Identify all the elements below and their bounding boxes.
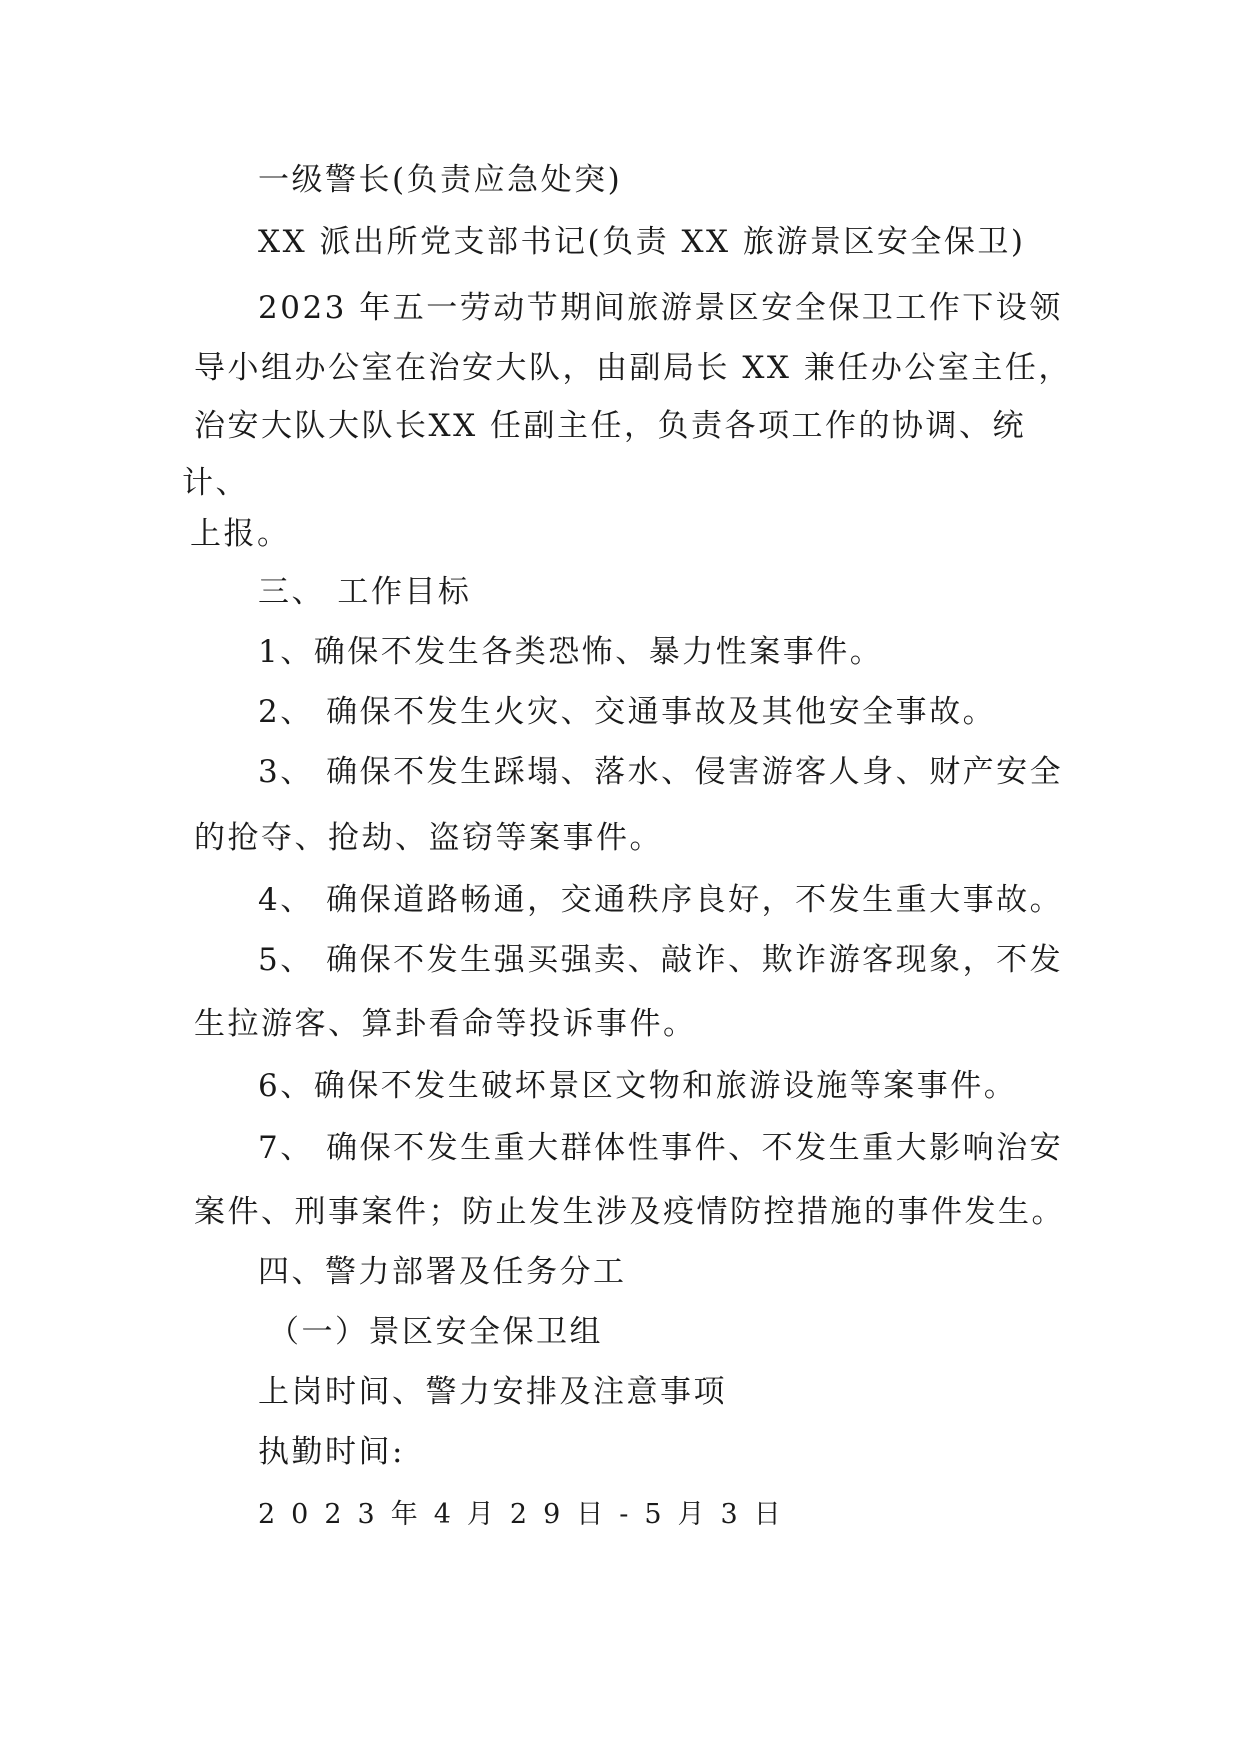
goal-item-5: 5、 确保不发生强买强卖、敲诈、欺诈游客现象，不发 xyxy=(258,942,1064,978)
text-line-duty: 上岗时间、警力安排及注意事项 xyxy=(258,1374,727,1410)
section-heading-4: 四、警力部署及任务分工 xyxy=(258,1254,627,1290)
text-line-3: 2023 年五一劳动节期间旅游景区安全保卫工作下设领 xyxy=(258,290,1063,326)
goal-item-1: 1、确保不发生各类恐怖、暴力性案事件。 xyxy=(258,634,884,670)
text-line-4: 导小组办公室在治安大队，由副局长 XX 兼任办公室主任， xyxy=(194,350,1072,386)
text-line-2: XX 派出所党支部书记(负责 XX 旅游景区安全保卫) xyxy=(258,224,1026,260)
text-line-6: 计、 xyxy=(182,465,249,501)
goal-item-3-cont: 的抢夺、抢劫、盗窃等案事件。 xyxy=(194,820,663,856)
duty-time-label: 执勤时间: xyxy=(258,1434,405,1470)
subsection-heading-1: （一）景区安全保卫组 xyxy=(268,1314,603,1350)
goal-item-7: 7、 确保不发生重大群体性事件、不发生重大影响治安 xyxy=(258,1130,1064,1166)
duty-time-value: 2023年4月29日-5月3日 xyxy=(258,1499,797,1530)
goal-item-4: 4、 确保道路畅通，交通秩序良好，不发生重大事故。 xyxy=(258,882,1064,918)
goal-item-2: 2、 确保不发生火灾、交通事故及其他安全事故。 xyxy=(258,694,997,730)
section-heading-3: 三、 工作目标 xyxy=(258,574,472,610)
goal-item-6: 6、确保不发生破坏景区文物和旅游设施等案事件。 xyxy=(258,1068,1018,1104)
goal-item-7-cont: 案件、刑事案件；防止发生涉及疫情防控措施的事件发生。 xyxy=(194,1194,1065,1230)
goal-item-5-cont: 生拉游客、算卦看命等投诉事件。 xyxy=(194,1006,697,1042)
text-line-7: 上报。 xyxy=(190,516,291,552)
text-line-5: 治安大队大队长XX 任副主任，负责各项工作的协调、统 xyxy=(194,408,1026,444)
goal-item-3: 3、 确保不发生踩塌、落水、侵害游客人身、财产安全 xyxy=(258,754,1064,790)
text-line-1: 一级警长(负责应急处突) xyxy=(258,162,623,198)
